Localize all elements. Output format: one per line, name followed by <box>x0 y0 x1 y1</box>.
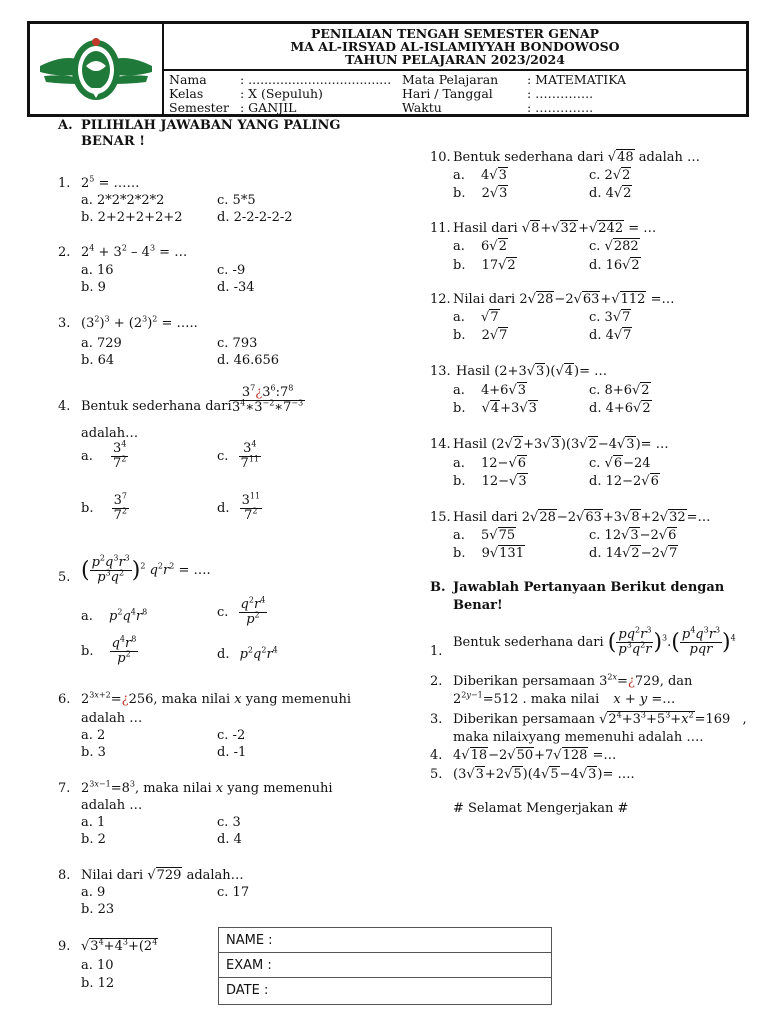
q8-stem-text: Nilai dari <box>81 868 144 883</box>
mapel-value: : MATEMATIKA <box>527 72 627 87</box>
semester-label: Semester <box>169 100 230 115</box>
nama-label: Nama <box>169 72 207 87</box>
q6-stem-text: , maka nilai <box>153 692 231 707</box>
q11-option-d: d. 16√2 <box>589 258 640 273</box>
q1-stem: $2^5$ = …… <box>81 174 140 191</box>
q6-option-a: a. 2 <box>81 728 106 743</box>
q8-option-c: c. 17 <box>217 885 250 900</box>
exam-field[interactable]: EXAM : <box>219 953 551 978</box>
b2-stem-text-2: . maka nilai <box>522 692 600 707</box>
q9-number: 9. <box>58 939 71 954</box>
q3-stem: $(3^2)^3 + (2^3)^2$ = ….. <box>81 314 198 331</box>
nama-value: : .................................... <box>240 72 392 87</box>
q10-stem-tail: adalah … <box>638 150 701 165</box>
q14-option-a: a. 12−√6 <box>453 456 527 471</box>
q4-option-c: c. $\frac{3^4}{7^{11}}$ <box>217 439 260 471</box>
q9-stem: $√3^4+4^3+(2^4$ <box>81 937 158 954</box>
b5-stem: (3√3+2√5)(4√5−4√3)= …. <box>453 767 635 782</box>
q2-option-c: c. -9 <box>217 263 246 278</box>
q8-stem-tail: adalah… <box>186 868 244 883</box>
q11-stem-text: Hasil dari <box>453 221 518 236</box>
q1-option-a: a. 2*2*2*2*2 <box>81 193 165 208</box>
hari-value: : ………….. <box>527 86 594 101</box>
q7-stem: $2^{3x-1}=8^3$, maka nilai x yang memenuhi <box>81 779 333 796</box>
title-block <box>164 24 746 71</box>
q6-option-d: d. -1 <box>217 745 247 760</box>
q6-stem-text-2: yang memenuhi <box>245 692 351 707</box>
q4-option-b: b. $\frac{3^7}{7^2}$ <box>81 491 127 523</box>
q10-option-b: b. 2√3 <box>453 186 508 201</box>
b4-number: 4. <box>430 748 443 763</box>
q11-option-a: a. 6√2 <box>453 239 507 254</box>
q1-option-c: c. 5*5 <box>217 193 256 208</box>
q12-option-b: b. 2√7 <box>453 328 508 343</box>
q14-option-b: b. 12−√3 <box>453 474 527 489</box>
q10-option-c: c. 2√2 <box>589 168 631 183</box>
section-a-letter: A. <box>58 118 73 133</box>
closing-text: # Selamat Mengerjakan # <box>453 801 629 816</box>
waktu-value: : ………….. <box>527 100 594 115</box>
section-a-title-2: BENAR ! <box>81 134 145 149</box>
b3-stem-tail: maka nilai <box>453 730 522 745</box>
q10-stem-text: Bentuk sederhana dari <box>453 150 604 165</box>
title-line-1: PENILAIAN TENGAH SEMESTER GENAP <box>310 26 600 41</box>
b2-stem-tail: , dan <box>659 674 693 689</box>
kelas-label: Kelas <box>169 86 204 101</box>
q6-number: 6. <box>58 692 71 707</box>
title-line-2: MA AL-IRSYAD AL-ISLAMIYYAH BONDOWOSO <box>290 39 620 54</box>
q11-stem: Hasil dari √8+√32+√242 = … <box>453 221 657 236</box>
q4-option-d: d. $\frac{3^{11}}{7^2}$ <box>217 491 261 523</box>
mapel-label: Mata Pelajaran <box>402 72 499 87</box>
q1-number: 1. <box>58 176 71 191</box>
q7-stem-text: , maka nilai <box>134 781 212 796</box>
q5-option-a: a. $p^2q^4r^8$ <box>81 607 148 624</box>
q10-option-d: d. 4√2 <box>589 186 632 201</box>
q7-stem-text-2: yang memenuhi <box>227 781 333 796</box>
q15-option-b: b. 9√131 <box>453 546 524 561</box>
q6-stem-tail: adalah … <box>81 711 143 726</box>
section-b-letter: B. <box>430 580 446 595</box>
title-line-3: TAHUN PELAJARAN 2023/2024 <box>345 52 565 67</box>
q14-stem: Hasil (2√2+3√3)(3√2−4√3)= … <box>453 437 669 452</box>
b2-stem: Diberikan persamaan $3^{2x}=¿729$, dan <box>453 672 693 689</box>
q15-stem: Hasil dari 2√28−2√63+3√8+2√32=… <box>453 510 711 525</box>
q6-option-b: b. 3 <box>81 745 106 760</box>
q9-option-b: b. 12 <box>81 976 115 991</box>
q12-stem: Nilai dari 2√28−2√63+√112 =… <box>453 292 675 307</box>
q1-option-d: d. 2-2-2-2-2 <box>217 210 293 225</box>
q13-option-b: b. √4+3√3 <box>453 401 537 416</box>
b3-stem-text: Diberikan persamaan <box>453 712 595 727</box>
q15-option-c: c. 12√3−2√6 <box>589 528 677 543</box>
q8-option-a: a. 9 <box>81 885 106 900</box>
b3-number: 3. <box>430 712 443 727</box>
q13-stem-text: Hasil <box>456 364 491 379</box>
waktu-label: Waktu <box>402 100 442 115</box>
b2-stem-text: Diberikan persamaan <box>453 674 595 689</box>
q12-stem-text: Nilai dari <box>453 292 516 307</box>
b3-stem-tail-2: yang memenuhi adalah …. <box>528 730 704 745</box>
q6-option-c: c. -2 <box>217 728 246 743</box>
q4-stem-text: Bentuk sederhana dari <box>81 399 232 414</box>
section-b-title-2: Benar! <box>453 598 503 613</box>
section-a-title-1: PILIHLAH JAWABAN YANG PALING <box>81 118 341 133</box>
hari-label: Hari / Tanggal <box>402 86 493 101</box>
q6-stem: $2^{3x+2}=¿256$, maka nilai x yang memenuhi <box>81 690 351 707</box>
b4-stem: 4√18−2√50+7√128 =… <box>453 748 617 763</box>
q5-option-c: c. $\frac{q^2r^4}{p^2}$ <box>217 595 266 627</box>
q14-option-c: c. √6−24 <box>589 456 651 471</box>
q11-option-b: b. 17√2 <box>453 258 516 273</box>
exam-header <box>27 21 749 117</box>
q13-option-d: d. 4+6√2 <box>589 401 651 416</box>
name-exam-date-box <box>218 927 552 1005</box>
date-field[interactable]: DATE : <box>226 983 269 998</box>
q12-option-d: d. 4√7 <box>589 328 632 343</box>
b1-stem-text: Bentuk sederhana dari <box>453 635 604 650</box>
q14-stem-text: Hasil <box>453 437 488 452</box>
q14-number: 14. <box>430 437 451 452</box>
q2-stem: $2^4 + 3^2 - 4^3$ = … <box>81 243 188 260</box>
q8-option-b: b. 23 <box>81 902 115 917</box>
q10-number: 10. <box>430 150 451 165</box>
q5-option-b: b. $\frac{q^4r^8}{p^2}$ <box>81 634 137 666</box>
q2-option-d: d. -34 <box>217 280 255 295</box>
q13-option-a: a. 4+6√3 <box>453 383 527 398</box>
b3-stem-2: maka nilaixyang memenuhi adalah …. <box>453 730 704 745</box>
q13-stem: Hasil (2+3√3)(√4)= … <box>456 364 608 379</box>
q4-stem-tail: adalah… <box>81 426 139 441</box>
q4-stem-fraction: $\frac{3^7¿3^6:7^8}{3^4∗3^{-2}∗7^{-3}}$ <box>232 383 304 415</box>
q3-option-b: b. 64 <box>81 353 115 368</box>
q4-number: 4. <box>58 399 71 414</box>
q7-option-c: c. 3 <box>217 815 241 830</box>
semester-value: : GANJIL <box>240 100 297 115</box>
q7-stem-tail: adalah … <box>81 798 143 813</box>
q7-number: 7. <box>58 781 71 796</box>
q15-option-d: d. 14√2−2√7 <box>589 546 678 561</box>
q5-stem: ( $\frac{p^2q^3r^3}{p^3q^2}$ )$^2$ $q^2r^2$ = …. <box>81 553 211 585</box>
q3-option-c: c. 793 <box>217 336 258 351</box>
q12-option-a: a. √7 <box>453 310 499 325</box>
q4-option-a: a. $\frac{3^4}{7^2}$ <box>81 439 127 471</box>
q15-number: 15. <box>430 510 451 525</box>
school-emblem-icon <box>34 26 158 112</box>
q7-option-a: a. 1 <box>81 815 106 830</box>
q12-option-c: c. 3√7 <box>589 310 631 325</box>
section-b-title-1: Jawablah Pertanyaan Berikut dengan <box>453 580 725 595</box>
q5-number: 5. <box>58 570 71 585</box>
b2-stem-2: $2^{2y-1}=512$ . maka nilai x + y =… <box>453 690 676 707</box>
q13-number: 13. <box>430 364 451 379</box>
q12-number: 12. <box>430 292 451 307</box>
q11-option-c: c. √282 <box>589 239 639 254</box>
b1-number: 1. <box>430 644 443 659</box>
q9-option-a: a. 10 <box>81 958 114 973</box>
name-field[interactable]: NAME : <box>219 928 551 953</box>
b1-stem: Bentuk sederhana dari ( $\frac{pq^2r^3}{p^3q^2r}$ )$^3$.( $\frac{p^4q^3r^3}{\text{pqr}}$ )$^4$ <box>453 625 736 657</box>
q2-option-a: a. 16 <box>81 263 114 278</box>
q3-option-a: a. 729 <box>81 336 122 351</box>
q10-stem: Bentuk sederhana dari √48 adalah … <box>453 150 701 165</box>
q7-option-b: b. 2 <box>81 832 106 847</box>
b5-number: 5. <box>430 767 443 782</box>
q11-number: 11. <box>430 221 451 236</box>
q13-option-c: c. 8+6√2 <box>589 383 650 398</box>
logo-cell <box>30 24 164 114</box>
q8-stem: Nilai dari √729 adalah… <box>81 868 244 883</box>
b2-number: 2. <box>430 674 443 689</box>
q3-option-d: d. 46.656 <box>217 353 280 368</box>
q14-option-d: d. 12−2√6 <box>589 474 659 489</box>
q10-option-a: a. 4√3 <box>453 168 507 183</box>
q3-number: 3. <box>58 316 71 331</box>
q2-option-b: b. 9 <box>81 280 106 295</box>
q5-option-d: d. $p^2q^2r^4$ <box>217 645 278 662</box>
q15-stem-text: Hasil dari <box>453 510 518 525</box>
q7-option-d: d. 4 <box>217 832 242 847</box>
b3-stem: Diberikan persamaan $√2^4+3^3+5^3+x^2=169$ , <box>453 710 747 727</box>
q15-option-a: a. 5√75 <box>453 528 516 543</box>
q2-number: 2. <box>58 245 71 260</box>
q8-number: 8. <box>58 868 71 883</box>
q1-option-b: b. 2+2+2+2+2 <box>81 210 183 225</box>
kelas-value: : X (Sepuluh) <box>240 86 323 101</box>
